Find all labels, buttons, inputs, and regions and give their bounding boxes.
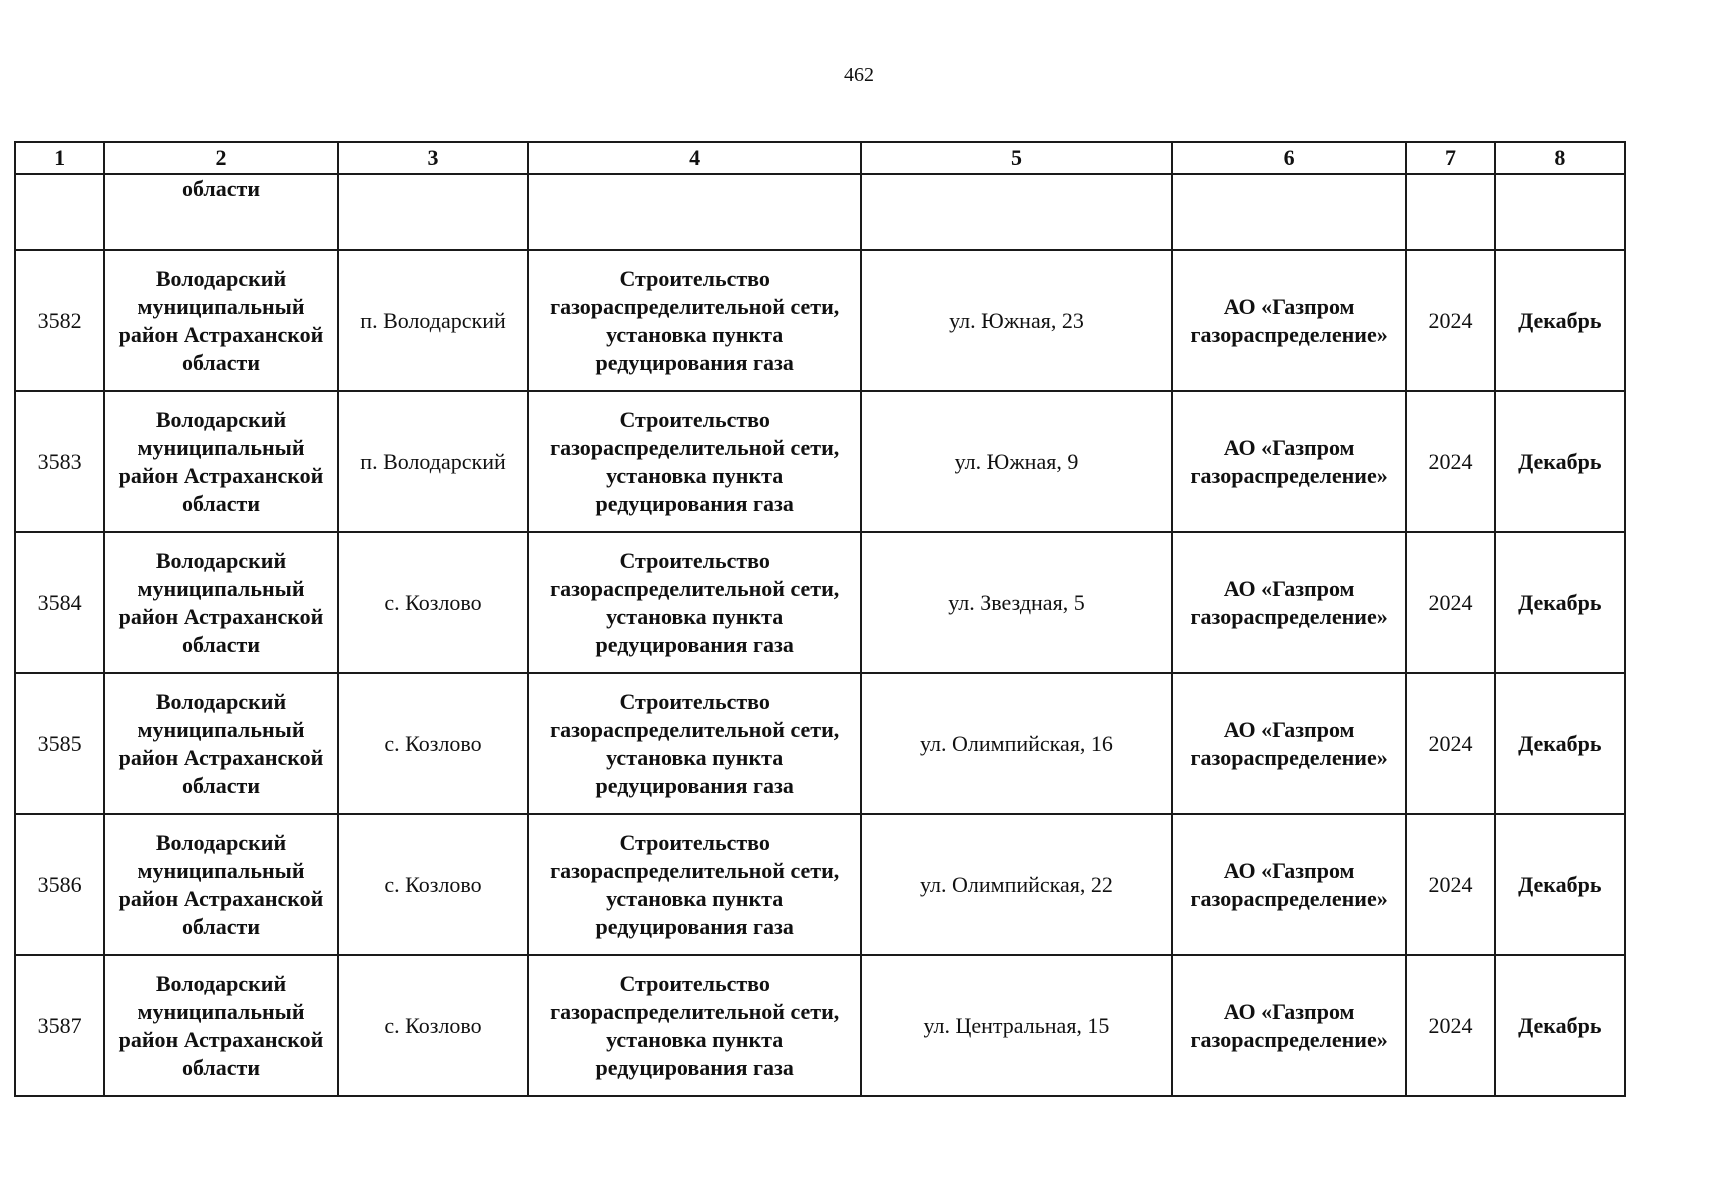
cell-district: Володарский муниципальный район Астраханской области (104, 673, 338, 814)
cell-district: Володарский муниципальный район Астраханской области (104, 532, 338, 673)
cell-work: Строительство газораспределительной сети, установка пункта редуцирования газа (528, 814, 861, 955)
cell-district: Володарский муниципальный район Астраханской области (104, 955, 338, 1096)
cell-num: 3584 (15, 532, 104, 673)
cell-num: 3583 (15, 391, 104, 532)
cell-work: Строительство газораспределительной сети, установка пункта редуцирования газа (528, 955, 861, 1096)
column-number-3: 3 (338, 142, 528, 174)
cell-month (1495, 174, 1625, 250)
cell-settlement: с. Козлово (338, 955, 528, 1096)
cell-year: 2024 (1406, 814, 1494, 955)
cell-settlement: п. Володарский (338, 250, 528, 391)
cell-org: АО «Газпром газораспределение» (1172, 532, 1407, 673)
cell-settlement: с. Козлово (338, 814, 528, 955)
cell-year: 2024 (1406, 532, 1494, 673)
cell-address: ул. Олимпийская, 16 (861, 673, 1172, 814)
cell-org: АО «Газпром газораспределение» (1172, 250, 1407, 391)
cell-num: 3586 (15, 814, 104, 955)
cell-work: Строительство газораспределительной сети, установка пункта редуцирования газа (528, 391, 861, 532)
cell-month: Декабрь (1495, 250, 1625, 391)
gas-network-table (14, 141, 1626, 1097)
column-number-row (15, 142, 1625, 174)
cell-address (861, 174, 1172, 250)
column-number-2: 2 (104, 142, 338, 174)
cell-year: 2024 (1406, 250, 1494, 391)
cell-num: 3585 (15, 673, 104, 814)
cell-org: АО «Газпром газораспределение» (1172, 673, 1407, 814)
cell-work (528, 174, 861, 250)
column-number-4: 4 (528, 142, 861, 174)
cell-year (1406, 174, 1494, 250)
cell-address: ул. Центральная, 15 (861, 955, 1172, 1096)
table-row (15, 955, 1625, 1096)
cell-month: Декабрь (1495, 391, 1625, 532)
cell-district-continuation: области (104, 174, 338, 250)
table-row (15, 673, 1625, 814)
cell-settlement (338, 174, 528, 250)
cell-num: 3582 (15, 250, 104, 391)
cell-month: Декабрь (1495, 814, 1625, 955)
cell-work: Строительство газораспределительной сети, установка пункта редуцирования газа (528, 250, 861, 391)
cell-month: Декабрь (1495, 673, 1625, 814)
cell-district: Володарский муниципальный район Астраханской области (104, 250, 338, 391)
table-row (15, 391, 1625, 532)
cell-district: Володарский муниципальный район Астраханской области (104, 814, 338, 955)
cell-year: 2024 (1406, 673, 1494, 814)
cell-month: Декабрь (1495, 955, 1625, 1096)
cell-address: ул. Олимпийская, 22 (861, 814, 1172, 955)
table-row (15, 532, 1625, 673)
cell-address: ул. Южная, 23 (861, 250, 1172, 391)
column-number-8: 8 (1495, 142, 1625, 174)
cell-year: 2024 (1406, 955, 1494, 1096)
cell-address: ул. Южная, 9 (861, 391, 1172, 532)
cell-org: АО «Газпром газораспределение» (1172, 955, 1407, 1096)
page-number: 462 (844, 64, 874, 86)
column-number-6: 6 (1172, 142, 1407, 174)
cell-district: Володарский муниципальный район Астраханской области (104, 391, 338, 532)
column-number-7: 7 (1406, 142, 1494, 174)
column-number-1: 1 (15, 142, 104, 174)
table-row (15, 814, 1625, 955)
table-row (15, 250, 1625, 391)
cell-org: АО «Газпром газораспределение» (1172, 391, 1407, 532)
cell-work: Строительство газораспределительной сети, установка пункта редуцирования газа (528, 673, 861, 814)
cell-settlement: с. Козлово (338, 673, 528, 814)
cell-address: ул. Звездная, 5 (861, 532, 1172, 673)
cell-num (15, 174, 104, 250)
cell-year: 2024 (1406, 391, 1494, 532)
cell-org (1172, 174, 1407, 250)
continuation-row (15, 174, 1625, 250)
cell-month: Декабрь (1495, 532, 1625, 673)
cell-num: 3587 (15, 955, 104, 1096)
cell-settlement: с. Козлово (338, 532, 528, 673)
cell-org: АО «Газпром газораспределение» (1172, 814, 1407, 955)
cell-work: Строительство газораспределительной сети, установка пункта редуцирования газа (528, 532, 861, 673)
cell-settlement: п. Володарский (338, 391, 528, 532)
column-number-5: 5 (861, 142, 1172, 174)
